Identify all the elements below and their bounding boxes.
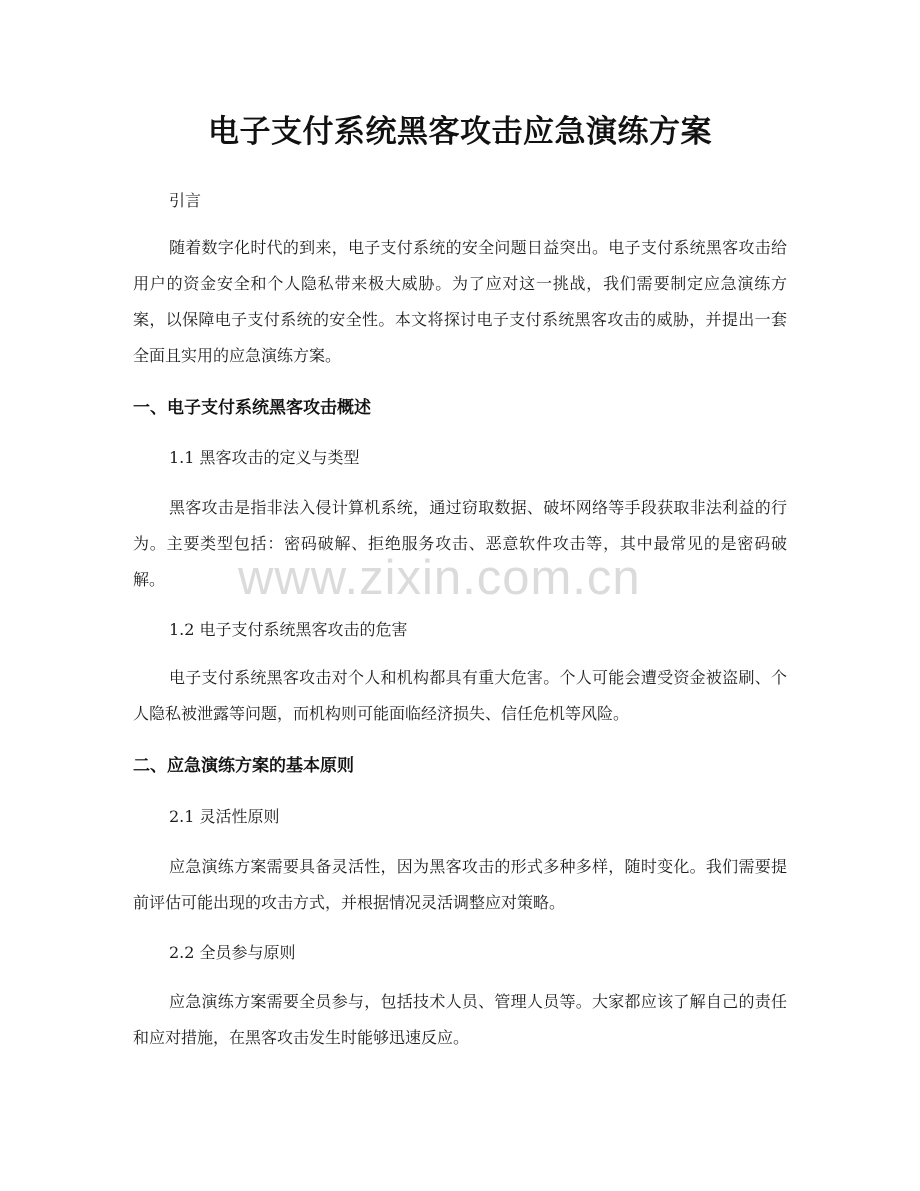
subsection-title-1-2: 1.2 电子支付系统黑客攻击的危害 bbox=[169, 620, 408, 639]
section-heading-2: 二、应急演练方案的基本原则 bbox=[133, 756, 354, 776]
subsection-text-2-1: 应急演练方案需要具备灵活性，因为黑客攻击的形式多种多样，随时变化。我们需要提前评估可能出现的攻击方式，并根据情况灵活调整应对策略。 bbox=[133, 857, 787, 912]
subsection-text-1-1: 黑客攻击是指非法入侵计算机系统，通过窃取数据、破坏网络等手段获取非法利益的行为。主要类型包括：密码破解、拒绝服务攻击、恶意软件攻击等，其中最常见的是密码破解。 bbox=[133, 498, 787, 589]
watermark-text: www.zixin.com.cn bbox=[238, 551, 641, 605]
subsection-text-2-2: 应急演练方案需要全员参与，包括技术人员、管理人员等。大家都应该了解自己的责任和应对措施，在黑客攻击发生时能够迅速反应。 bbox=[133, 992, 787, 1047]
subsection-text-1-2: 电子支付系统黑客攻击对个人和机构都具有重大危害。个人可能会遭受资金被盗刷、个人隐私被泄露等问题，而机构则可能面临经济损失、信任危机等风险。 bbox=[133, 668, 787, 723]
intro-paragraph: 随着数字化时代的到来，电子支付系统的安全问题日益突出。电子支付系统黑客攻击给用户的资金安全和个人隐私带来极大威胁。为了应对这一挑战，我们需要制定应急演练方案，以保障电子支付系统的安全性。本文将探讨电子支付系统黑客攻击的威胁，并提出一套全面且实用的应急演练方案。 bbox=[133, 238, 787, 365]
subsection-title-1-1: 1.1 黑客攻击的定义与类型 bbox=[169, 448, 360, 467]
section-heading-1: 一、电子支付系统黑客攻击概述 bbox=[133, 398, 371, 418]
document-title: 电子支付系统黑客攻击应急演练方案 bbox=[208, 114, 712, 150]
intro-label: 引言 bbox=[169, 191, 202, 210]
subsection-title-2-2: 2.2 全员参与原则 bbox=[169, 943, 296, 962]
subsection-title-2-1: 2.1 灵活性原则 bbox=[169, 807, 280, 826]
